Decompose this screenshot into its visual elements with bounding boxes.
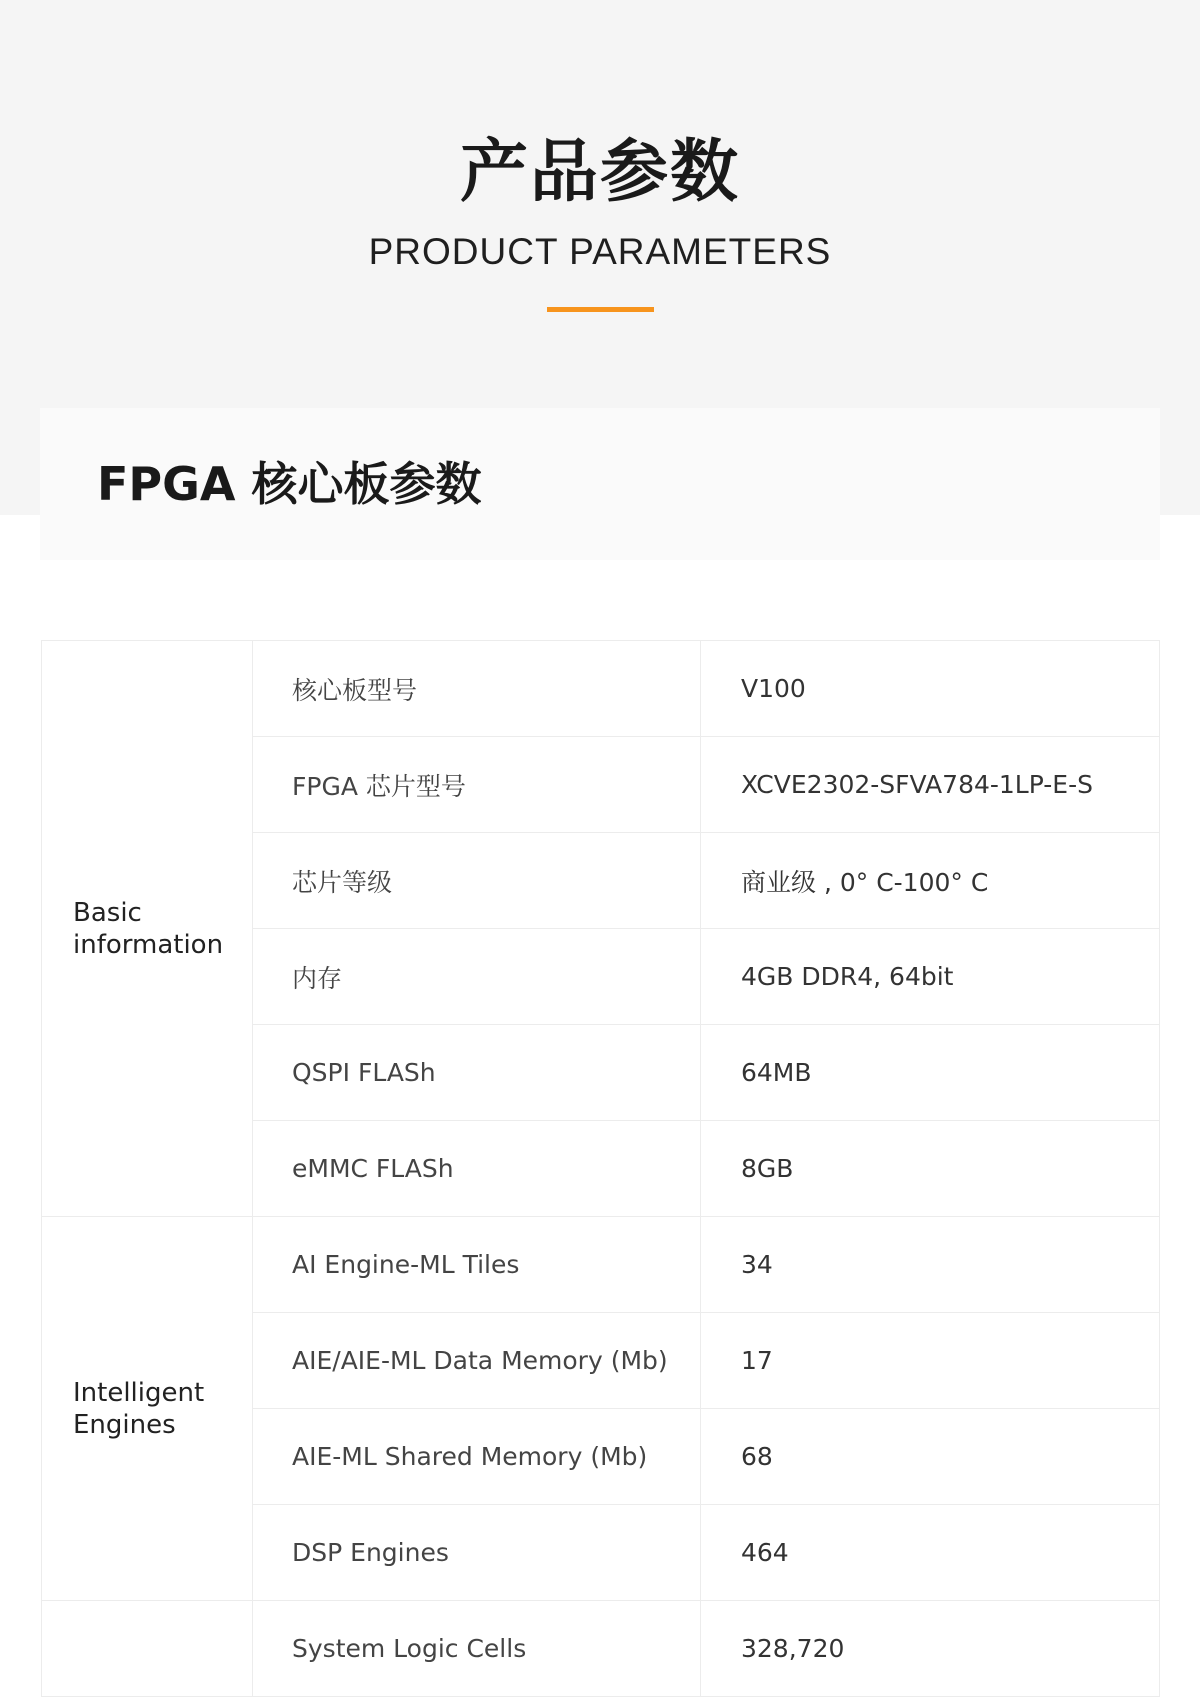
group-label: Intelligent Engines: [73, 1377, 205, 1440]
param-name: QSPI FLASh: [253, 1025, 701, 1121]
param-value: 328,720: [701, 1601, 1160, 1697]
param-value: XCVE2302-SFVA784-1LP-E-S: [701, 737, 1160, 833]
param-name: 芯片等级: [253, 833, 701, 929]
param-value: V100: [701, 641, 1160, 737]
param-value: 8GB: [701, 1121, 1160, 1217]
param-name: 核心板型号: [253, 641, 701, 737]
group-cell: [42, 641, 253, 1217]
group-label: Basic information: [73, 897, 224, 960]
param-name: 内存: [253, 929, 701, 1025]
page-title: 产品参数: [459, 133, 740, 212]
param-value: 17: [701, 1313, 1160, 1409]
param-name: AIE/AIE-ML Data Memory (Mb): [253, 1313, 701, 1409]
section-title: FPGA 核心板参数: [97, 457, 482, 511]
table-row: [42, 1601, 1160, 1697]
page-subtitle: PRODUCT PARAMETERS: [368, 231, 832, 272]
group-cell: [42, 1217, 253, 1601]
param-name: DSP Engines: [253, 1505, 701, 1601]
param-name: FPGA 芯片型号: [253, 737, 701, 833]
param-value: 商业级 , 0° C-100° C: [701, 833, 1160, 929]
table-row: [42, 1217, 1160, 1313]
title-underline-divider: [547, 307, 654, 312]
param-value: 68: [701, 1409, 1160, 1505]
section-header: [40, 408, 1160, 560]
param-value: 64MB: [701, 1025, 1160, 1121]
param-value: 4GB DDR4, 64bit: [701, 929, 1160, 1025]
table-row: [42, 641, 1160, 737]
group-cell: [42, 1601, 253, 1697]
param-name: AI Engine-ML Tiles: [253, 1217, 701, 1313]
param-name: AIE-ML Shared Memory (Mb): [253, 1409, 701, 1505]
param-name: System Logic Cells: [253, 1601, 701, 1697]
param-name: eMMC FLASh: [253, 1121, 701, 1217]
param-value: 34: [701, 1217, 1160, 1313]
param-value: 464: [701, 1505, 1160, 1601]
spec-table: [41, 640, 1160, 1697]
